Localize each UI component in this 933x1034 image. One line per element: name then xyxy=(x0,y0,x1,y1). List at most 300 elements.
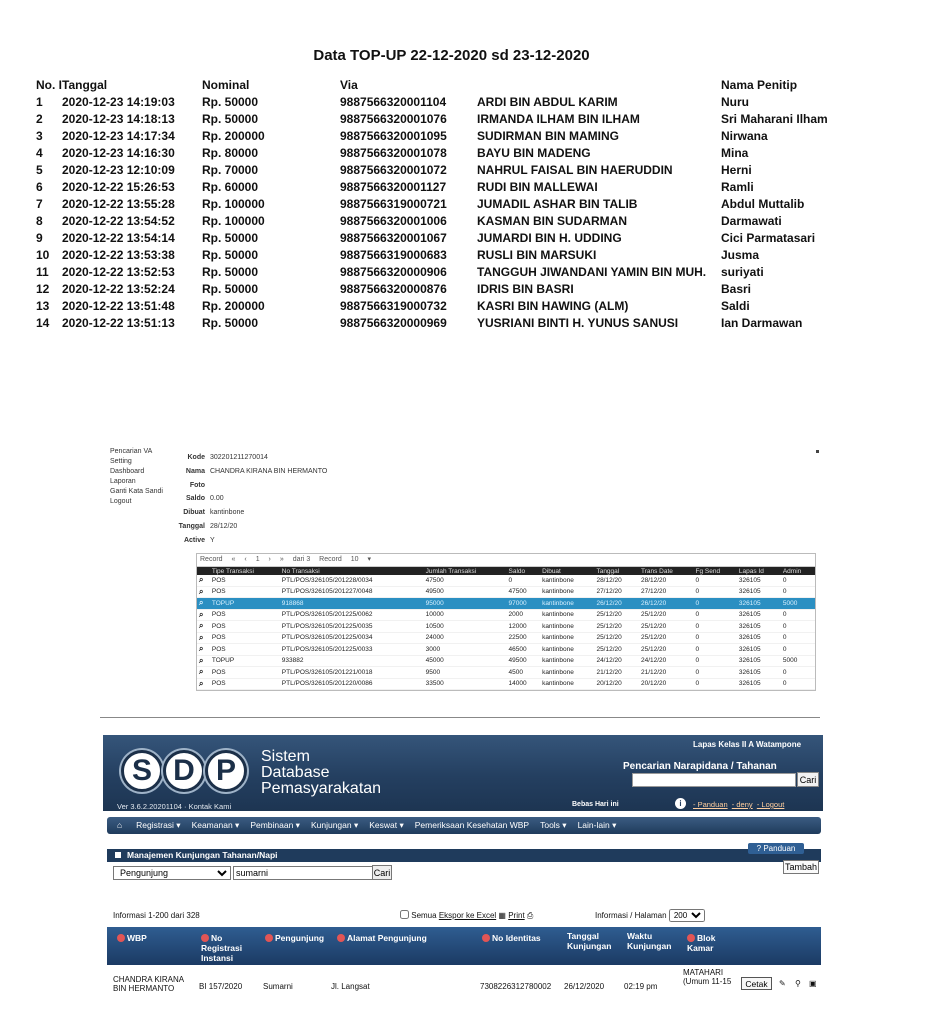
table-cell: Rp. 100000 xyxy=(202,196,265,211)
table-cell: KASRI BIN HAWING (ALM) xyxy=(477,298,629,313)
table-cell: 2020-12-22 13:52:24 xyxy=(62,281,175,296)
cell-time: 02:19 pm xyxy=(624,982,658,991)
search-icon[interactable]: ⌕ xyxy=(199,644,204,654)
grid-cell: 25/12/20 xyxy=(594,644,639,656)
grid-cell: 0 xyxy=(694,609,737,621)
table-cell: 2020-12-23 14:16:30 xyxy=(62,145,175,160)
field-label: Active xyxy=(183,537,205,544)
last-page-icon[interactable]: » xyxy=(279,556,284,563)
search-input[interactable] xyxy=(632,773,796,787)
table-cell: 4 xyxy=(36,145,43,160)
grid-col-header[interactable]: No Transaksi xyxy=(280,567,424,575)
table-cell: YUSRIANI BINTI H. YUNUS SANUSI xyxy=(477,315,679,330)
table-cell: 10 xyxy=(36,247,50,262)
app-name-line-2: Database xyxy=(261,764,330,781)
grid-cell: 28/12/20 xyxy=(639,575,694,586)
table-cell: Rp. 80000 xyxy=(202,145,259,160)
chevron-down-icon[interactable]: ▾ xyxy=(367,556,371,563)
grid-row-icon[interactable] xyxy=(197,598,210,610)
grid-cell: 20/12/20 xyxy=(639,678,694,690)
grid-cell: kantinbone xyxy=(540,632,594,644)
grid-row-icon[interactable] xyxy=(197,644,210,656)
sort-icon xyxy=(265,934,273,942)
field-label: Kode xyxy=(187,454,205,461)
search-icon[interactable]: ⌕ xyxy=(199,609,204,619)
search-icon[interactable]: ⌕ xyxy=(199,632,204,642)
table-cell: 9887566320001067 xyxy=(340,230,447,245)
grid-row-icon[interactable] xyxy=(197,609,210,621)
table-cell: 12 xyxy=(36,281,50,296)
nav-menu-item[interactable]: Pembinaan ▾ xyxy=(250,820,300,830)
account-menu-item[interactable]: Setting xyxy=(110,458,132,465)
sort-icon xyxy=(687,934,695,942)
table-row xyxy=(36,280,836,297)
account-menu-item[interactable]: Pencarian VA xyxy=(110,448,153,455)
table-cell: 1 xyxy=(36,94,43,109)
col-address[interactable]: Alamat Pengunjung xyxy=(337,933,427,943)
grid-cell: kantinbone xyxy=(540,655,594,667)
sort-icon xyxy=(201,934,209,942)
table-cell: RUDI BIN MALLEWAI xyxy=(477,179,598,194)
grid-cell: POS xyxy=(210,575,280,586)
grid-cell: 326105 xyxy=(737,644,781,656)
account-menu-item[interactable]: Dashboard xyxy=(110,468,145,475)
table-cell: 9 xyxy=(36,230,43,245)
table-cell: 8 xyxy=(36,213,43,228)
app-name-line-1: Sistem xyxy=(261,748,310,765)
grid-cell: 95000 xyxy=(424,598,507,610)
table-cell: Rp. 50000 xyxy=(202,94,259,109)
grid-cell: 12000 xyxy=(507,621,541,633)
grid-col-header[interactable] xyxy=(197,567,210,575)
table-row xyxy=(36,161,836,178)
grid-cell: 14000 xyxy=(507,678,541,690)
search-icon[interactable]: ⌕ xyxy=(199,678,204,688)
grid-row[interactable] xyxy=(197,586,815,598)
grid-row[interactable] xyxy=(197,632,815,644)
grid-cell: 25/12/20 xyxy=(639,621,694,633)
grid-col-header[interactable]: Tanggal xyxy=(594,567,639,575)
filter-input[interactable] xyxy=(233,866,375,880)
field-label: Saldo xyxy=(185,495,205,502)
account-field xyxy=(170,454,470,466)
table-row xyxy=(36,127,836,144)
col-block[interactable]: Blok Kamar xyxy=(687,933,716,953)
table-cell: TANGGUH JIWANDANI YAMIN BIN MUH. xyxy=(477,264,707,279)
grid-cell: 0 xyxy=(694,621,737,633)
grid-cell: 326105 xyxy=(737,655,781,667)
table-cell: 9887566320000969 xyxy=(340,315,447,330)
table-cell: Mina xyxy=(721,145,749,160)
page-count: dari 3 xyxy=(292,556,311,563)
delete-icon[interactable]: ▣ xyxy=(809,979,817,988)
table-cell: JUMADIL ASHAR BIN TALIB xyxy=(477,196,638,211)
field-value: 28/12/20 xyxy=(210,523,238,530)
app-name-line-3: Pemasyarakatan xyxy=(261,780,382,797)
export-all-label: Semua xyxy=(411,911,437,920)
table-row xyxy=(36,93,836,110)
table-cell: 7 xyxy=(36,196,43,211)
grid-cell: 3000 xyxy=(424,644,507,656)
grid-cell: 0 xyxy=(781,644,815,656)
grid-row[interactable] xyxy=(197,678,815,690)
excel-icon[interactable]: ▦ xyxy=(498,911,506,920)
account-menu-item[interactable]: Laporan xyxy=(110,478,136,485)
table-cell: 11 xyxy=(36,264,49,279)
table-cell: 2020-12-22 13:55:28 xyxy=(62,196,175,211)
grid-row-icon[interactable] xyxy=(197,667,210,679)
grid-cell: 0 xyxy=(694,632,737,644)
table-row xyxy=(36,229,836,246)
grid-cell: 5000 xyxy=(781,598,815,610)
account-field xyxy=(170,495,470,507)
table-cell: 2020-12-23 14:18:13 xyxy=(62,111,175,126)
table-cell: 9887566320001095 xyxy=(340,128,447,143)
table-cell: Nirwana xyxy=(721,128,768,143)
dot-marker xyxy=(816,450,819,453)
grid-row[interactable] xyxy=(197,598,815,610)
app-name xyxy=(261,749,381,797)
grid-cell: 24/12/20 xyxy=(594,655,639,667)
search-icon[interactable]: ⌕ xyxy=(199,621,204,631)
prev-page-icon[interactable]: ‹ xyxy=(244,556,247,563)
grid-cell: 25/12/20 xyxy=(594,609,639,621)
grid-cell: 326105 xyxy=(737,575,781,586)
table-row xyxy=(36,212,836,229)
search-icon[interactable]: ⌕ xyxy=(199,575,204,585)
table-row xyxy=(36,195,836,212)
grid-row-icon[interactable] xyxy=(197,586,210,598)
table-cell: 14 xyxy=(36,315,50,330)
print-link[interactable]: Print xyxy=(508,911,525,920)
grid-cell: 97000 xyxy=(507,598,541,610)
table-cell: Darmawati xyxy=(721,213,782,228)
table-cell: Rp. 200000 xyxy=(202,298,265,313)
table-cell: 2020-12-23 14:17:34 xyxy=(62,128,175,143)
table-cell: Rp. 50000 xyxy=(202,247,259,262)
grid-col-header[interactable]: Jumlah Transaksi xyxy=(424,567,507,575)
grid-col-header[interactable]: Fg Send xyxy=(694,567,737,575)
grid-row[interactable] xyxy=(197,655,815,667)
edit-icon[interactable]: ✎ xyxy=(779,979,786,988)
search-icon[interactable]: ⌕ xyxy=(199,655,204,665)
grid-cell: 0 xyxy=(694,586,737,598)
filter-search-button[interactable]: Cari xyxy=(372,865,392,880)
cell-address: Jl. Langsat xyxy=(331,982,370,991)
grid-cell: PTL/POS/326105/201221/0018 xyxy=(280,667,424,679)
grid-cell: 26/12/20 xyxy=(639,598,694,610)
grid-cell: 326105 xyxy=(737,586,781,598)
grid-col-header[interactable]: Dibuat xyxy=(540,567,594,575)
nav-menu-item[interactable]: Tools ▾ xyxy=(540,820,567,830)
grid-cell: 0 xyxy=(694,644,737,656)
grid-cell: 47500 xyxy=(507,586,541,598)
grid-row-icon[interactable] xyxy=(197,678,210,690)
panduan-button[interactable] xyxy=(748,843,804,854)
grid-row[interactable] xyxy=(197,644,815,656)
table-cell: Basri xyxy=(721,281,752,296)
logo-letter-s: S xyxy=(121,750,163,792)
panduan-link[interactable]: - Panduan xyxy=(693,800,728,809)
table-row xyxy=(36,178,836,195)
table-cell: 2 xyxy=(36,111,43,126)
col-registration[interactable]: No Registrasi Instansi xyxy=(201,933,243,963)
grid-cell: PTL/POS/326105/201227/0048 xyxy=(280,586,424,598)
field-label: Foto xyxy=(189,482,205,489)
cell-visitor: Sumarni xyxy=(263,982,293,991)
grid-col-header[interactable]: Trans Date xyxy=(639,567,694,575)
logo-letter-d: D xyxy=(163,750,205,792)
grid-cell: 49500 xyxy=(424,586,507,598)
grid-row[interactable] xyxy=(197,621,815,633)
grid-cell: 326105 xyxy=(737,598,781,610)
table-cell: Rp. 70000 xyxy=(202,162,259,177)
table-cell: 9887566320001078 xyxy=(340,145,447,160)
grid-cell: 9500 xyxy=(424,667,507,679)
section-title: Manajemen Kunjungan Tahanan/Napi xyxy=(127,850,278,860)
table-cell: suriyati xyxy=(721,264,764,279)
grid-cell: TOPUP xyxy=(210,598,280,610)
table-row xyxy=(36,246,836,263)
record-label: Record xyxy=(200,556,223,563)
col-time[interactable]: Waktu Kunjungan xyxy=(627,931,672,951)
grid-cell: PTL/POS/326105/201225/0062 xyxy=(280,609,424,621)
export-all-checkbox[interactable] xyxy=(400,910,409,919)
col-visitor[interactable]: Pengunjung xyxy=(265,933,329,943)
cell-wbp[interactable]: CHANDRA KIRANA BIN HERMANTO xyxy=(113,975,184,993)
top-links xyxy=(693,800,784,809)
grid-cell: 326105 xyxy=(737,678,781,690)
grid-cell: POS xyxy=(210,678,280,690)
per-page-select[interactable] xyxy=(669,909,705,922)
grid-cell: 4500 xyxy=(507,667,541,679)
table-cell: 9887566320000906 xyxy=(340,264,447,279)
grid-cell: 0 xyxy=(781,632,815,644)
account-field xyxy=(170,509,470,521)
topup-header-row xyxy=(36,76,836,93)
table-cell: 5 xyxy=(36,162,43,177)
sort-icon xyxy=(117,934,125,942)
table-cell: IRMANDA ILHAM BIN ILHAM xyxy=(477,111,640,126)
grid-cell: 49500 xyxy=(507,655,541,667)
cell-date: 26/12/2020 xyxy=(564,982,605,991)
grid-cell: 26/12/20 xyxy=(594,598,639,610)
grid-cell: 5000 xyxy=(781,655,815,667)
topup-col-header: No. I xyxy=(36,77,62,92)
grid-cell: 0 xyxy=(507,575,541,586)
per-page-control xyxy=(595,909,705,922)
app-header xyxy=(103,735,823,811)
table-row xyxy=(36,297,836,314)
grid-header-row xyxy=(197,567,815,575)
grid-cell: kantinbone xyxy=(540,678,594,690)
grid-cell: 27/12/20 xyxy=(639,586,694,598)
pin-icon[interactable]: ⚲ xyxy=(795,979,801,988)
grid-cell: 10500 xyxy=(424,621,507,633)
main-nav xyxy=(107,817,821,834)
visit-table-header xyxy=(107,927,821,965)
nav-menu-item[interactable]: Kunjungan ▾ xyxy=(310,820,359,830)
grid-col-header[interactable]: Admin xyxy=(781,567,815,575)
nav-menu-item[interactable]: Registrasi ▾ xyxy=(136,820,181,830)
table-cell: JUMARDI BIN H. UDDING xyxy=(477,230,622,245)
table-cell: Saldi xyxy=(721,298,750,313)
table-cell: 2020-12-23 12:10:09 xyxy=(62,162,175,177)
table-cell: Rp. 50000 xyxy=(202,111,259,126)
table-cell: 2020-12-22 13:53:38 xyxy=(62,247,175,262)
cell-block: MATAHARI (Umum 11-15 xyxy=(683,968,732,986)
grid-cell: kantinbone xyxy=(540,621,594,633)
table-cell: Rp. 50000 xyxy=(202,315,259,330)
table-cell: RUSLI BIN MARSUKI xyxy=(477,247,597,262)
table-cell: SUDIRMAN BIN MAMING xyxy=(477,128,619,143)
nav-menu-item[interactable]: Lain-lain ▾ xyxy=(577,820,617,830)
table-cell: 9887566320001104 xyxy=(340,94,447,109)
table-cell: NAHRUL FAISAL BIN HAERUDDIN xyxy=(477,162,673,177)
field-label: Tanggal xyxy=(178,523,205,530)
logout-link[interactable]: - Logout xyxy=(756,800,785,809)
cell-identity: 7308226312780002 xyxy=(480,982,552,991)
print-button[interactable]: Cetak xyxy=(741,977,772,990)
printer-icon[interactable]: ⎙ xyxy=(526,911,534,920)
grid-row-icon[interactable] xyxy=(197,632,210,644)
grid-cell: 22500 xyxy=(507,632,541,644)
field-value: Y xyxy=(210,537,215,544)
table-row xyxy=(36,110,836,127)
search-icon[interactable]: ⌕ xyxy=(199,667,204,677)
table-cell: 2020-12-22 15:26:53 xyxy=(62,179,175,194)
grid-cell: POS xyxy=(210,586,280,598)
col-wbp[interactable]: WBP xyxy=(117,933,147,943)
grid-row-icon[interactable] xyxy=(197,621,210,633)
grid-cell: 21/12/20 xyxy=(594,667,639,679)
grid-col-header[interactable]: Tipe Transaksi xyxy=(210,567,280,575)
topup-col-header xyxy=(477,76,721,93)
table-cell: 13 xyxy=(36,298,50,313)
grid-cell: 47500 xyxy=(424,575,507,586)
info-icon: i xyxy=(675,798,686,809)
grid-row[interactable] xyxy=(197,575,815,586)
table-cell: 9887566320001076 xyxy=(340,111,447,126)
table-cell: KASMAN BIN SUDARMAN xyxy=(477,213,627,228)
grid-cell: kantinbone xyxy=(540,644,594,656)
nav-menu-item[interactable]: Pemeriksaan Kesehatan WBP xyxy=(414,820,530,830)
grid-cell: 0 xyxy=(694,598,737,610)
grid-cell: PTL/POS/326105/201225/0034 xyxy=(280,632,424,644)
search-icon[interactable]: ⌕ xyxy=(199,598,204,608)
grid-cell: 326105 xyxy=(737,609,781,621)
grid-cell: 0 xyxy=(781,575,815,586)
grid-cell: PTL/POS/326105/201220/0086 xyxy=(280,678,424,690)
col-date[interactable]: Tanggal Kunjungan xyxy=(567,931,612,951)
export-excel-link[interactable]: Ekspor ke Excel xyxy=(438,911,497,920)
topup-table xyxy=(36,76,836,331)
table-cell: Rp. 100000 xyxy=(202,213,265,228)
table-row xyxy=(36,314,836,331)
table-cell: Rp. 50000 xyxy=(202,281,259,296)
table-cell: IDRIS BIN BASRI xyxy=(477,281,574,296)
account-menu-item[interactable]: Logout xyxy=(110,498,132,505)
table-cell: Herni xyxy=(721,162,752,177)
grid-row-icon[interactable] xyxy=(197,575,210,586)
nav-menu-item[interactable]: Keswat ▾ xyxy=(369,820,404,830)
grid-row-icon[interactable] xyxy=(197,655,210,667)
export-controls xyxy=(400,910,533,921)
first-page-icon[interactable]: « xyxy=(231,556,236,563)
grid-cell: 46500 xyxy=(507,644,541,656)
grid-cell: 0 xyxy=(781,621,815,633)
record-label-2: Record xyxy=(319,556,342,563)
grid-cell: 25/12/20 xyxy=(594,621,639,633)
grid-cell: 10000 xyxy=(424,609,507,621)
grid-cell: POS xyxy=(210,609,280,621)
table-cell: Ramli xyxy=(721,179,754,194)
page-size-select[interactable]: 10 xyxy=(350,556,359,563)
version-text: Ver 3.6.2.20201104 · Kontak Kami xyxy=(117,802,232,811)
grid-row[interactable] xyxy=(197,609,815,621)
grid-col-header[interactable]: Saldo xyxy=(507,567,541,575)
grid-cell: kantinbone xyxy=(540,609,594,621)
nav-menu-item[interactable]: Keamanan ▾ xyxy=(191,820,240,830)
grid-cell: PTL/POS/326105/201225/0035 xyxy=(280,621,424,633)
grid-cell: POS xyxy=(210,621,280,633)
transaction-grid xyxy=(196,553,816,691)
grid-cell: PTL/POS/326105/201228/0034 xyxy=(280,575,424,586)
field-value: 302201211270014 xyxy=(210,454,268,461)
home-icon[interactable]: ⌂ xyxy=(117,820,123,830)
grid-col-header[interactable]: Lapas Id xyxy=(737,567,781,575)
account-field xyxy=(170,537,470,549)
filter-field-select[interactable] xyxy=(113,866,231,880)
table-cell: 2020-12-22 13:54:14 xyxy=(62,230,175,245)
search-button[interactable]: Cari xyxy=(797,772,819,787)
grid-cell: kantinbone xyxy=(540,586,594,598)
section-title-bar xyxy=(107,849,821,862)
account-menu-item[interactable]: Ganti Kata Sandi xyxy=(110,488,163,495)
search-icon[interactable]: ⌕ xyxy=(199,586,204,596)
table-cell: 6 xyxy=(36,179,43,194)
account-field xyxy=(170,482,470,494)
table-cell: 9887566320000876 xyxy=(340,281,447,296)
grid-cell: TOPUP xyxy=(210,655,280,667)
grid-cell: 326105 xyxy=(737,632,781,644)
user-link[interactable]: - deny xyxy=(731,800,753,809)
table-row xyxy=(36,144,836,161)
organization-name: Lapas Kelas II A Watampone xyxy=(693,740,802,749)
next-page-icon[interactable]: › xyxy=(268,556,271,563)
grid-cell: 25/12/20 xyxy=(639,644,694,656)
grid-cell: kantinbone xyxy=(540,575,594,586)
result-range: Informasi 1-200 dari 328 xyxy=(113,911,200,920)
divider xyxy=(100,717,820,718)
search-label: Pencarian Narapidana / Tahanan xyxy=(623,761,777,772)
grid-row[interactable] xyxy=(197,667,815,679)
topup-col-header: Tanggal xyxy=(62,77,108,92)
table-cell: Cici Parmatasari xyxy=(721,230,816,245)
logo-letter-p: P xyxy=(205,750,247,792)
section-bullet-icon xyxy=(115,852,121,858)
grid-cell: 25/12/20 xyxy=(639,632,694,644)
field-label: Nama xyxy=(185,468,205,475)
report-title: Data TOP-UP 22-12-2020 sd 23-12-2020 xyxy=(313,47,590,64)
grid-cell: PTL/POS/326105/201225/0033 xyxy=(280,644,424,656)
grid-cell: 45000 xyxy=(424,655,507,667)
grid-cell: POS xyxy=(210,632,280,644)
add-visit-button[interactable]: Tambah xyxy=(784,862,818,872)
grid-cell: 28/12/20 xyxy=(594,575,639,586)
grid-cell: 27/12/20 xyxy=(594,586,639,598)
col-identity[interactable]: No Identitas xyxy=(482,933,541,943)
